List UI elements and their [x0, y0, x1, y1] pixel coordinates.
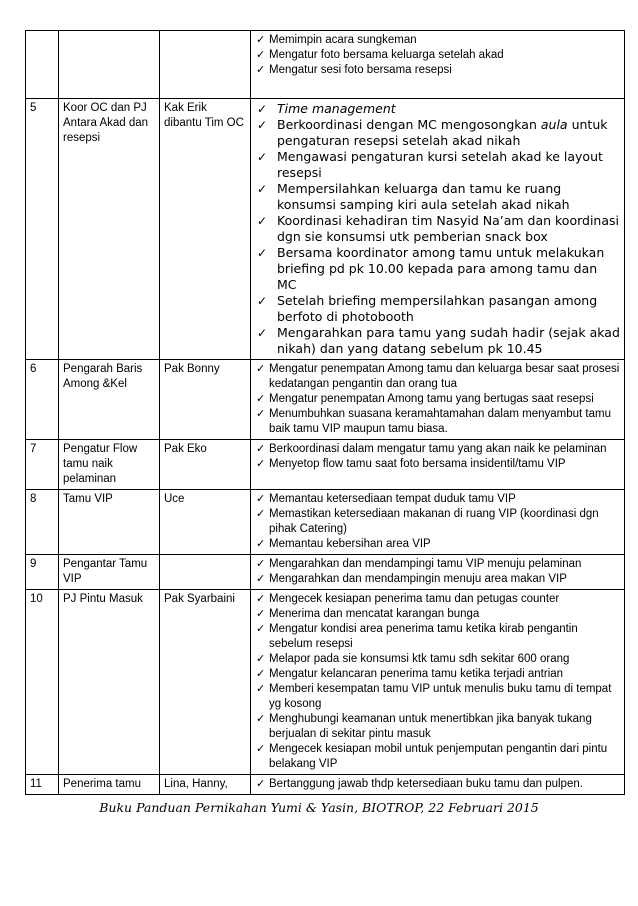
row-pic: Lina, Hanny, — [160, 775, 251, 795]
list-item: ✓ Memantau ketersediaan tempat duduk tamu VIP — [255, 492, 620, 507]
row-pic: Pak Bonny — [160, 360, 251, 440]
row-role: PJ Pintu Masuk — [59, 590, 160, 775]
document-page — [25, 30, 625, 795]
list-item: ✓ Mempersilahkan keluarga dan tamu ke ruang konsumsi samping kiri aula setelah akad nikah — [255, 181, 620, 213]
task-list — [255, 442, 620, 472]
list-item: ✓ Melapor pada sie konsumsi ktk tamu sdh sekitar 600 orang — [255, 652, 620, 667]
table-row — [26, 360, 625, 440]
list-item: ✓ Menumbuhkan suasana keramahtamahan dalam menyambut tamu baik tamu VIP maupun tamu biasa. — [255, 407, 620, 437]
list-item: ✓ Mengecek kesiapan mobil untuk penjemputan pengantin dari pintu belakang VIP — [255, 742, 620, 772]
row-tasks — [251, 360, 625, 440]
list-item: ✓ Bertanggung jawab thdp ketersediaan buku tamu dan pulpen. — [255, 777, 620, 792]
list-item: ✓ Menghubungi keamanan untuk menertibkan jika banyak tukang berjualan di sekitar pintu masuk — [255, 712, 620, 742]
row-tasks — [251, 590, 625, 775]
list-item: ✓ Mengarahkan para tamu yang sudah hadir (sejak akad nikah) dan yang datang sebelum pk 10.45 — [255, 325, 620, 357]
row-role: Penerima tamu — [59, 775, 160, 795]
table-row — [26, 99, 625, 360]
row-number: 11 — [26, 775, 59, 795]
row-number: 9 — [26, 555, 59, 590]
row-tasks — [251, 440, 625, 490]
list-item: ✓ Memimpin acara sungkeman — [255, 33, 620, 48]
row-role: Pengantar Tamu VIP — [59, 555, 160, 590]
row-role: Pengatur Flow tamu naik pelaminan — [59, 440, 160, 490]
task-list — [255, 492, 620, 552]
row-role: Pengarah Baris Among &Kel — [59, 360, 160, 440]
row-number: 10 — [26, 590, 59, 775]
table-row — [26, 775, 625, 795]
row-number — [26, 31, 59, 99]
row-tasks — [251, 775, 625, 795]
row-role: Koor OC dan PJ Antara Akad dan resepsi — [59, 99, 160, 360]
list-item: ✓ Bersama koordinator among tamu untuk melakukan briefing pd pk 10.00 kepada para among tamu dan MC — [255, 245, 620, 293]
list-item: ✓ Mengecek kesiapan penerima tamu dan petugas counter — [255, 592, 620, 607]
task-list — [255, 33, 620, 78]
table-row — [26, 440, 625, 490]
list-item: ✓ Time management — [255, 101, 620, 117]
list-item: ✓ Menerima dan mencatat karangan bunga — [255, 607, 620, 622]
task-list — [255, 101, 620, 357]
task-table — [25, 30, 625, 795]
row-pic: Pak Syarbaini — [160, 590, 251, 775]
list-item: ✓ Mengatur penempatan Among tamu dan keluarga besar saat prosesi kedatangan pengantin dan orang tua — [255, 362, 620, 392]
table-row — [26, 555, 625, 590]
row-number: 6 — [26, 360, 59, 440]
row-pic — [160, 31, 251, 99]
list-item: ✓ Mengatur kelancaran penerima tamu ketika terjadi antrian — [255, 667, 620, 682]
task-list — [255, 557, 620, 587]
row-number: 5 — [26, 99, 59, 360]
table-row — [26, 590, 625, 775]
list-item: ✓ Berkoordinasi dalam mengatur tamu yang akan naik ke pelaminan — [255, 442, 620, 457]
row-role: Tamu VIP — [59, 490, 160, 555]
list-item: ✓ Mengatur penempatan Among tamu yang bertugas saat resepsi — [255, 392, 620, 407]
list-item: ✓ Setelah briefing mempersilahkan pasangan among berfoto di photobooth — [255, 293, 620, 325]
list-item: ✓ Memantau kebersihan area VIP — [255, 537, 620, 552]
list-item: ✓ Mengarahkan dan mendampingin menuju area makan VIP — [255, 572, 620, 587]
list-item: ✓ Koordinasi kehadiran tim Nasyid Na’am dan koordinasi dgn sie konsumsi utk pemberian snack box — [255, 213, 620, 245]
task-list — [255, 777, 620, 792]
list-item: ✓ Mengatur kondisi area penerima tamu ketika kirab pengantin sebelum resepsi — [255, 622, 620, 652]
row-tasks — [251, 555, 625, 590]
row-pic — [160, 555, 251, 590]
row-tasks — [251, 31, 625, 99]
table-row — [26, 31, 625, 99]
row-number: 7 — [26, 440, 59, 490]
list-item: ✓ Mengarahkan dan mendampingi tamu VIP menuju pelaminan — [255, 557, 620, 572]
list-item-text: untuk pengaturan resepsi setelah akad nikah — [277, 117, 608, 148]
task-list — [255, 592, 620, 772]
row-pic: Uce — [160, 490, 251, 555]
row-pic: Pak Eko — [160, 440, 251, 490]
list-item: ✓ Memberi kesempatan tamu VIP untuk menulis buku tamu di tempat yg kosong — [255, 682, 620, 712]
list-item-text: Berkoordinasi dengan MC mengosongkan — [277, 117, 537, 132]
list-item: ✓ Menyetop flow tamu saat foto bersama insidentil/tamu VIP — [255, 457, 620, 472]
row-tasks — [251, 99, 625, 360]
list-item: ✓ Mengatur sesi foto bersama resepsi — [255, 63, 620, 78]
row-number: 8 — [26, 490, 59, 555]
list-item: ✓ Memastikan ketersediaan makanan di ruang VIP (koordinasi dgn pihak Catering) — [255, 507, 620, 537]
list-item — [255, 117, 620, 149]
row-tasks — [251, 490, 625, 555]
list-item-emphasis: aula — [540, 117, 568, 132]
list-item: ✓ Mengatur foto bersama keluarga setelah akad — [255, 48, 620, 63]
row-pic: Kak Erik dibantu Tim OC — [160, 99, 251, 360]
list-item: ✓ Mengawasi pengaturan kursi setelah akad ke layout resepsi — [255, 149, 620, 181]
page-footer: Buku Panduan Pernikahan Yumi & Yasin, BIOTROP, 22 Februari 2015 — [99, 800, 539, 815]
table-row — [26, 490, 625, 555]
task-list — [255, 362, 620, 437]
row-role — [59, 31, 160, 99]
